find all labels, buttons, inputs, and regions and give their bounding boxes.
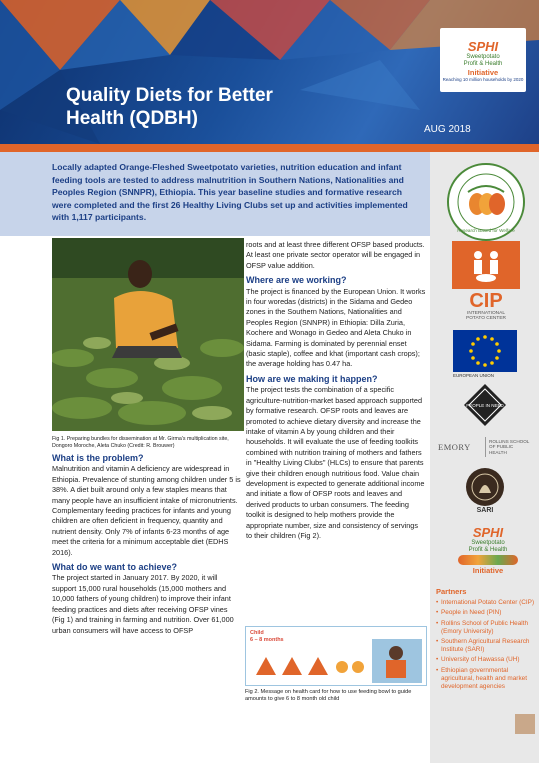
emory-rollins-logo: [438, 436, 534, 458]
sphi-bottom-initiative: Initiative: [472, 566, 504, 575]
paragraph-where: The project is financed by the European Union. It works in four woredas (districts) in the Sidama and Gedeo zones in the Southern Nations, Nationalities and Peoples Region (SNNPR) in Ethiopia: Dilla Zuria, Kochere and Wonago in Gedeo and Aleta Chuko in Sidama. Farming is dominated by perennial enset (basic staple), coffee and khat (important cash crops); the average holding has 0.47 ha.: [246, 286, 426, 369]
rollins-word: ROLLINS SCHOOL OF PUBLIC HEALTH: [489, 439, 530, 455]
fig2-illustration: [246, 627, 427, 686]
sphi-logo-sub1: Sweetpotato: [466, 53, 500, 60]
eu-stars-icon: [465, 333, 505, 369]
sphi-bottom-sub1: Sweetpotato: [471, 540, 505, 546]
heading-achieve: What do we want to achieve?: [52, 562, 178, 573]
publication-date: AUG 2018: [424, 124, 471, 135]
sari-seal-icon: [465, 467, 505, 507]
paragraph-problem: Malnutrition and vitamin A deficiency are widespread in Ethiopia. Prevalence of stunting among children under 5 is 38%. A diet built around only a few staples means that many people have an insufficient intake of micronutrients. Complementary feeding practices for infants and young children are often deficient in frequency, quantity and nutrient density. Only 7% of infants 6-23 months of age meet the criteria for a minimum acceptable diet (EDHS 2016).: [52, 464, 241, 557]
paragraph-continued: roots and at least three different OFSP based products. At least one private sector operator will be engaged in OFSP value addition.: [246, 240, 425, 270]
partner-item: • Ethiopian governmental agricultural, health and market development agencies: [436, 667, 536, 692]
sphi-logo-top: [440, 28, 526, 92]
heading-problem: What is the problem?: [52, 453, 144, 463]
intro-summary: Locally adapted Orange-Fleshed Sweetpotato varieties, nutrition education and infant feeding tools are tested to address malnutrition in Southern Nations, Nationalities and Peoples Region (SNNPR), Ethiopia. This year baseline studies and formative research were completed and the first 26 Healthy Living Clubs set up and activities implemented with 1,117 participants.: [0, 152, 430, 236]
emory-word: EMORY: [438, 442, 471, 452]
partners-title: Partners: [436, 587, 467, 596]
hawassa-tagline: Research Based for Welfare: [457, 228, 515, 233]
cip-emblem: [452, 241, 520, 289]
fig2-caption: Fig 2. Message on health card for how to use feeding bowl to guide amounts to give 6 to 8 month old child: [245, 689, 412, 702]
sphi-bottom-sub2: Profit & Health: [468, 547, 508, 553]
partner-item: • Southern Agricultural Research Institute (SARI): [436, 638, 536, 654]
heading-how: How are we making it happen?: [246, 373, 378, 384]
paragraph-achieve: The project started in January 2017. By 2020, it will support 15,000 rural households (15,000 mothers and 10,000 fathers of young children) to improve their infant feeding practices and diets after receiving OFSP vines (Fig 1) and training in farming and nutrition. Over 61,000 urban consumers will have access to OFSP: [52, 573, 234, 635]
partner-item: • People in Need (PIN): [436, 609, 536, 617]
sphi-logo-bottom: [452, 520, 524, 580]
people-in-need-logo: [462, 382, 508, 428]
farmer-photo: [52, 238, 244, 431]
cip-logo-text: [454, 291, 518, 321]
pin-label: PEOPLE IN NEED: [466, 403, 504, 408]
fig2-health-card: [245, 626, 427, 686]
cip-word: CIP: [469, 290, 503, 312]
title-line-1: Quality Diets for Better: [66, 85, 273, 106]
partner-item: • Rollins School of Public Health (Emory University): [436, 620, 536, 636]
header-stripe: [0, 144, 539, 152]
page-title: [66, 84, 273, 130]
sphi-bottom-word: SPHI: [472, 525, 504, 540]
sari-logo: [464, 466, 506, 508]
pin-diamond-icon: [463, 383, 507, 427]
sphi-logo-word: SPHI: [467, 38, 499, 54]
sphi-logo-sub2: Profit & Health: [463, 60, 503, 67]
paragraph-how: The project tests the combination of a specific agriculture-nutrition-market based approach supported by formative research. OFSP roots and leaves are promoted to achieve dietary diversity and increase the intake of vitamin A by young children and their households. It will evaluate the use of feeding toolkits combined with nutrition training of mothers and fathers in "Healthy Living Clubs" (HLCs) to ensure that parents give their children enough nutritious food. Value chain development is expected to generate additional income and initiate a flow of OFSP roots and leaves and derived products to urban consumers. The feeding toolkit is designed to help mothers provide the appropriate number, size and consistency of servings to their children (Fig 2).: [246, 385, 425, 540]
fig1-caption: Fig 1. Preparing bundles for dissemination at Mr. Girma's multiplication site, Dongoro Moroche, Aleta Chuko (Credit: R. Brouwer): [52, 436, 229, 449]
farmer-photo-illustration: [52, 238, 244, 431]
partners-list: [436, 588, 536, 693]
left-column: [52, 453, 242, 640]
corner-decoration: [515, 714, 535, 734]
eu-flag: [453, 330, 517, 372]
sphi-bottom-graphic: [458, 555, 518, 565]
emory-divider: [485, 437, 486, 457]
heading-where: Where are we working?: [246, 275, 347, 286]
cip-sub2: POTATO CENTER: [466, 316, 506, 321]
cip-sub1: INTERNATIONAL: [466, 311, 506, 316]
title-line-2: Health (QDBH): [66, 108, 198, 129]
fig2-label-child: Child: [250, 630, 264, 636]
cip-people-icon: [466, 245, 506, 285]
sari-word: SARI: [476, 507, 494, 514]
sphi-logo-initiative: Initiative: [467, 67, 499, 77]
eu-label: EUROPEAN UNION: [453, 373, 495, 378]
right-column: [246, 240, 426, 545]
partner-item: • International Potato Center (CIP): [436, 599, 536, 607]
sphi-logo-tagline: Reaching 10 million households by 2020: [442, 76, 524, 82]
partner-item: • University of Hawassa (UH): [436, 656, 536, 664]
fig2-label-age: 6 – 8 months: [250, 637, 284, 643]
